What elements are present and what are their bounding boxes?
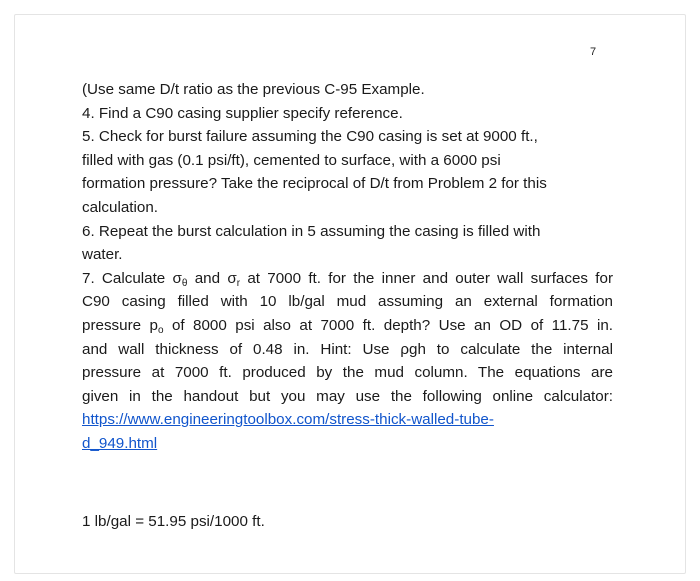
question-7-line-4: and wall thickness of 0.48 in. Hint: Use ρgh to calculate the internal bbox=[82, 340, 613, 358]
question-7-line-5: pressure at 7000 ft. produced by the mud column. The equations are bbox=[82, 364, 613, 382]
calculator-link-line-2[interactable]: d_949.html bbox=[82, 434, 158, 452]
page-number: 7 bbox=[590, 46, 597, 58]
calculator-link-line-1[interactable]: https://www.engineeringtoolbox.com/stress-thick-walled-tube- bbox=[82, 411, 494, 429]
unit-conversion-note: 1 lb/gal = 51.95 psi/1000 ft. bbox=[82, 513, 265, 530]
question-7-line-1: 7. Calculate $\sigma_\theta$ and $\sigma_r$ at 7000 ft. for the inner and outer wall surfaces for bbox=[82, 269, 614, 289]
question-5-line-4: calculation. bbox=[82, 198, 158, 216]
question-7-line-2: C90 casing filled with 10 lb/gal mud assuming an external formation bbox=[82, 293, 613, 311]
question-7-line-3: pressure $p_o$ of 8000 psi also at 7000 ft. depth? Use an OD of 11.75 in. bbox=[82, 316, 613, 336]
problem-text bbox=[82, 78, 622, 456]
question-5-line-2: filled with gas (0.1 psi/ft), cemented to surface, with a 6000 psi bbox=[82, 151, 501, 169]
intro-line: (Use same D/t ratio as the previous C-95 Example. bbox=[82, 81, 425, 98]
question-6-line-1: 6. Repeat the burst calculation in 5 assuming the casing is filled with bbox=[82, 222, 541, 240]
question-7-line-6: given in the handout but you may use the following online calculator: bbox=[82, 387, 613, 405]
question-4: 4. Find a C90 casing supplier specify reference. bbox=[82, 104, 403, 122]
question-5-line-3: formation pressure? Take the reciprocal of D/t from Problem 2 for this bbox=[82, 175, 547, 193]
question-5-line-1: 5. Check for burst failure assuming the C90 casing is set at 9000 ft., bbox=[82, 128, 538, 146]
question-6-line-2: water. bbox=[82, 246, 123, 264]
